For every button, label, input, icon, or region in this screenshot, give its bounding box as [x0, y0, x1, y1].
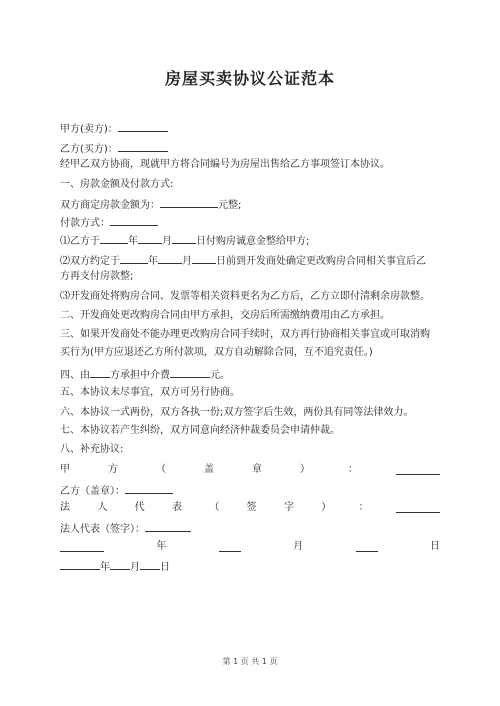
sig-a-char: 章 [252, 464, 262, 475]
s4-prefix: 四、由 [60, 370, 90, 381]
s4-party-blank [90, 366, 110, 378]
price-label: 双方商定房款金额为： [60, 200, 160, 211]
price-line [60, 196, 241, 213]
sig-c-char: 字 [283, 502, 294, 513]
sig-c-char: 法 [60, 502, 70, 513]
date1-month-blank [219, 540, 241, 552]
p1-month-blank [138, 232, 162, 244]
section-3-line-2: 买行为(甲方应退还乙方所付款项，双方自动解除合同，互不追究责任。) [60, 347, 373, 358]
section-4 [60, 366, 230, 383]
page-footer: 第 1 页 共 1 页 [222, 657, 278, 666]
p2-year-blank [120, 252, 148, 264]
p2-suffix: 日前到开发商处确定更改购房合同相关事宜后乙 [216, 256, 426, 267]
s4-suffix: 元。 [210, 370, 230, 381]
date1-day-blank [356, 540, 378, 552]
date1-month: 月 [293, 541, 304, 552]
date1-year-blank [60, 540, 104, 552]
p1-month: 月 [162, 236, 172, 247]
p2-year: 年 [148, 256, 158, 267]
seller-line [60, 120, 168, 137]
sig-c-char: 表 [171, 502, 182, 513]
seller-blank [118, 120, 168, 132]
date-line-2 [60, 558, 170, 575]
payment-method-blank [110, 214, 158, 226]
date2-year-blank [60, 558, 100, 570]
date-line-1 [60, 540, 440, 554]
date2-month-blank [110, 558, 130, 570]
date2-day: 日 [160, 562, 170, 573]
sig-d-blank [145, 520, 191, 532]
section-5: 五、本协议未尽事宜，双方可另行协商。 [60, 387, 240, 398]
date2-month: 月 [130, 562, 140, 573]
date1-year: 年 [156, 541, 167, 552]
sig-a-char: 方 [108, 464, 118, 475]
s4-mid: 方承担中介费 [110, 370, 170, 381]
s4-fee-blank [170, 366, 210, 378]
date2-day-blank [140, 558, 160, 570]
section-6: 六、本协议一式两份，双方各执一份;双方签字后生效，两份具有同等法律效力。 [60, 407, 414, 418]
buyer-line [60, 140, 168, 157]
p1-day-blank [172, 232, 196, 244]
sig-c-char: ： [358, 502, 369, 513]
sig-a-char: （ [156, 464, 166, 475]
signature-legal-rep-b [60, 520, 191, 537]
p1-suffix: 日付购房诚意金整给甲方; [196, 236, 310, 247]
sig-a-char: 盖 [204, 464, 214, 475]
p1-year-blank [100, 232, 128, 244]
buyer-label: 乙方(买方)： [60, 144, 118, 155]
date1-day: 日 [429, 541, 440, 552]
payment-item-1 [60, 232, 309, 249]
signature-party-b [60, 482, 173, 499]
seller-label: 甲方(卖方)： [60, 124, 118, 135]
section-3-line-1: 三、如果开发商处不能办理更改购房合同手续时，双方再行协商相关事宜或可取消购 [60, 329, 430, 340]
sig-c-char: 签 [246, 502, 257, 513]
sig-a-blank [396, 463, 440, 475]
sig-d-label: 法人代表（签字）： [60, 524, 145, 535]
sig-c-char: 代 [134, 502, 145, 513]
p1-prefix: ⑴乙方于 [60, 236, 100, 247]
payment-item-3: ⑶开发商处将购房合同、发票等相关资料更名为乙方后，乙方立即付清剩余房款整。 [60, 291, 430, 302]
p2-month: 月 [182, 256, 192, 267]
buyer-blank [118, 140, 168, 152]
signature-party-a [60, 463, 440, 477]
sig-a-char: 甲 [60, 464, 70, 475]
p1-year: 年 [128, 236, 138, 247]
payment-method-label: 付款方式： [60, 218, 110, 229]
sig-a-char: ） [300, 464, 310, 475]
sig-b-label: 乙方（盖章）： [60, 486, 125, 497]
section-1-heading: 一、房款金额及付款方式: [60, 179, 174, 190]
section-7: 七、本协议若产生纠纷，双方同意向经济仲裁委员会申请仲裁。 [60, 425, 340, 436]
sig-b-blank [125, 482, 173, 494]
price-unit: 元整; [218, 200, 242, 211]
document-title: 房屋买卖协议公证范本 [164, 69, 335, 88]
price-blank [160, 196, 218, 208]
p2-day-blank [192, 252, 216, 264]
sig-c-char: ） [321, 502, 332, 513]
sig-c-blank [396, 501, 440, 513]
section-8: 八、补充协议: [60, 444, 124, 455]
sig-a-char: ： [348, 464, 358, 475]
p2-month-blank [158, 252, 182, 264]
sig-c-char: 人 [97, 502, 108, 513]
section-2: 二、开发商处更改购房合同由甲方承担，交房后所需缴纳费用由乙方承担。 [60, 310, 390, 321]
intro-text: 经甲乙双方协商，现就甲方将合同编号为房屋出售给乙方事项签订本协议。 [60, 159, 390, 170]
sig-c-char: （ [209, 502, 220, 513]
date2-year: 年 [100, 562, 110, 573]
payment-item-2-cont: 方再支付房款整; [60, 271, 134, 282]
p2-prefix: ⑵双方约定于 [60, 256, 120, 267]
signature-legal-rep-a [60, 501, 440, 515]
payment-method-line [60, 214, 158, 231]
payment-item-2 [60, 252, 426, 269]
